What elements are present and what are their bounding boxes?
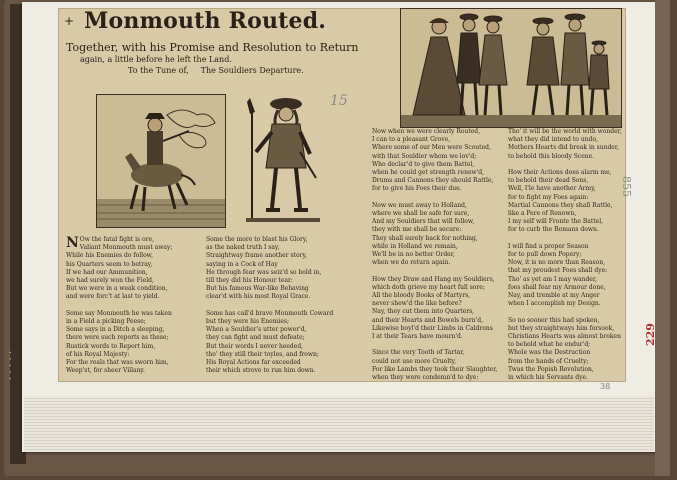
verse-line: we had surely won the Field, [66, 277, 154, 285]
tune-name: The Souldiers Departure. [200, 66, 304, 75]
verse-line: when he could get strength renew'd, [372, 169, 485, 177]
verse-line: to behold their dead Sons, [508, 177, 589, 185]
verse-line: tho' they still their toyles, and frown; [206, 350, 319, 358]
tune-line [128, 66, 316, 75]
verse-line: Twas the Popish Revolution, [508, 365, 594, 373]
verse-line: Now we must away to Holland, [372, 201, 467, 209]
verse-line: Some has call'd brave Monmouth Coward [206, 309, 334, 317]
verse-line: Rustick words to Report him, [66, 342, 156, 350]
verse-line: clear'd with his most Royal Grace. [206, 293, 311, 301]
ballad-subtitle-2: again, a little before he left the Land. [80, 55, 232, 64]
verse-line: Now, it is no more than Reason, [508, 259, 605, 267]
verse-line: for to fight my Foes again: [508, 193, 589, 201]
verse-line: For like Lambs they took their Slaughter, [372, 365, 498, 373]
verse-line: Well, I'le have another Army, [508, 185, 596, 193]
verse-line [66, 302, 196, 310]
verse-line: Drums and Cannons they should Rattle, [372, 177, 494, 185]
verse-line: I will find a proper Season [508, 242, 589, 250]
verse-line: in a Field a picking Peese; [66, 318, 146, 326]
verse-line: We'll be in no better Order, [372, 251, 455, 259]
verse-line: Where some of our Men were Scouted, [372, 144, 491, 152]
verse-line: for to pull down Popery; [508, 251, 582, 259]
verse-line: which doth grieve my heart full sore; [372, 283, 485, 291]
verse-line: when they were condemn'd to dye: [372, 374, 479, 382]
verse-line: Martial Cannons they shall Rattle, [508, 201, 613, 209]
verse-line: and their Hearts and Bowels burn'd, [372, 316, 483, 324]
verse-column-1 [66, 236, 196, 375]
verse-line: For the reals that was sworn him, [66, 359, 169, 367]
woodcut-procession [400, 8, 622, 128]
verse-line: their which strove to run him down. [206, 367, 316, 375]
verse-line: When a Souldier's utter power'd, [206, 326, 307, 334]
pencil-annotation: 15 [330, 93, 348, 109]
verse-line: Straightway frame another story, [206, 252, 307, 260]
verse-line: I at their Tears have mourn'd. [372, 333, 463, 341]
verse-line: I can to a pleasant Grove, [372, 136, 451, 144]
tune-label: To the Tune of, [128, 66, 189, 75]
woodcut-soldier [242, 92, 322, 226]
verse-line: Weep'st, for sheer Villany. [66, 367, 145, 375]
verse-line: but they were his Enemies; [206, 318, 289, 326]
verse-line [508, 308, 628, 316]
verse-line [508, 161, 628, 169]
verse-line: saying in a Cock of Hay [206, 260, 278, 268]
verse-line: Now when we were clearly Routed, [372, 128, 481, 135]
verse-line: Some say Monmouth he was taken [66, 309, 172, 317]
verse-line: where we shall be safe for sure, [372, 210, 470, 218]
verse-column-4 [508, 128, 628, 382]
verse-line: Christians Hearts was almost broken [508, 333, 621, 341]
verse-line: But we were in a weak condition, [66, 285, 168, 293]
verse-line: He through fear was seiz'd so bold in, [206, 268, 322, 276]
verse-line: Tho' as yet am I may wander, [508, 275, 597, 283]
ballad-title: Monmouth Routed. [84, 8, 327, 34]
pencil-number: 855 [620, 176, 633, 197]
verse-line: Whole was the Destruction [508, 349, 591, 357]
verse-line: to behold what he endur'd; [508, 341, 591, 349]
verse-line: Ow the fatal fight is ore, [79, 236, 154, 243]
gutter-lettering: • • • • • [8, 349, 14, 380]
verse-line: of his Royal Majesty: [66, 350, 130, 358]
verse-line: While his Enemies do follow, [66, 252, 154, 260]
verse-line: that my proudest Foes shall dye: [508, 267, 608, 275]
verse-line: they can fight and must defeate; [206, 334, 305, 342]
verse-line: Mothers Hearts did break in sunder, [508, 144, 619, 152]
ballad-subtitle: Together, with his Promise and Resolution to Return [66, 41, 359, 54]
verse-line: I my self will Fronte the Battel, [508, 218, 604, 226]
verse-line: could not use more Cruelty, [372, 357, 457, 365]
album-right-edge [655, 0, 670, 476]
verse-line: Likewise boyl'd their Limbs in Caldrons [372, 324, 493, 332]
verse-line: in which his Servants dye. [508, 374, 588, 382]
verse-line: there were such reports as these; [66, 334, 169, 342]
verse-line: till they did his Honour tear: [206, 277, 293, 285]
verse-line: like a Pere of Renown, [508, 210, 577, 218]
verse-line: But his famous War-like Behaving [206, 285, 309, 293]
verse-line: Some says in a Ditch a sleeping, [66, 326, 165, 334]
verse-line: They shall surely back for nothing, [372, 234, 478, 242]
verse-line: for to curb the Romans down. [508, 226, 599, 234]
mark-plus: + [64, 14, 75, 28]
verse-line: what they did intend to undo, [508, 136, 598, 144]
verse-line: Some the more to blast his Glory, [206, 236, 308, 243]
bottom-number: 38 [600, 382, 611, 391]
verse-line: But their words I never heeded, [206, 342, 304, 350]
page-stack-edge [24, 396, 654, 452]
verse-line: with that Souldier whom we lov'd; [372, 152, 477, 160]
verse-line: but they straightways him forsook, [508, 324, 615, 332]
dropcap-n: N [66, 235, 79, 251]
verse-line: from the hands of Cruelty; [508, 357, 589, 365]
verse-column-3 [372, 128, 502, 382]
verse-line [372, 341, 502, 349]
verse-column-2 [206, 236, 356, 375]
verse-line: for to give his Foes their due. [372, 185, 462, 193]
verse-line: All the bloody Books of Martyrs, [372, 292, 471, 300]
verse-line: his Quarters seem to betray, [66, 260, 153, 268]
verse-line: when I accomplish my Design. [508, 300, 601, 308]
verse-line: Who declar'd to give them Battel, [372, 160, 475, 168]
verse-line: never shew'd the like before? [372, 300, 462, 308]
verse-line: Nay, they cut them into Quarters, [372, 308, 475, 316]
verse-line: as the naked truth I say, [206, 244, 280, 252]
verse-line: Tho' it will be the world with wonder, [508, 128, 622, 135]
verse-line: So no sooner this had spoken, [508, 316, 600, 324]
woodcut-horseman [96, 94, 226, 228]
verse-line [372, 267, 502, 275]
verse-line: Valiant Monmouth must away; [79, 244, 173, 252]
verse-line: If we had our Ammunition, [66, 268, 148, 276]
verse-line: And my Souldiers that will follow, [372, 218, 475, 226]
verse-line: How they Draw and Hang my Souldiers, [372, 275, 495, 283]
verse-line: they with me shall be secure: [372, 226, 462, 234]
red-number: 229 [644, 323, 657, 346]
verse-line: His Royal Actions far exceeded [206, 359, 301, 367]
verse-line [508, 235, 628, 243]
verse-line [206, 302, 356, 310]
verse-line: Since the very Tooth of Tartar, [372, 349, 465, 357]
verse-line: foes shall fear my Armour done, [508, 283, 606, 291]
verse-line: How their Actions does alarm me, [508, 169, 612, 177]
verse-line: and were forc't at last to yield. [66, 293, 160, 301]
verse-line [372, 194, 502, 202]
verse-line: when we do return again. [372, 259, 451, 267]
verse-line: Nay, and tremble at my Anger [508, 292, 600, 300]
verse-line: while in Holland we remain, [372, 242, 458, 250]
verse-line: to behold this bloody Scene. [508, 152, 595, 160]
